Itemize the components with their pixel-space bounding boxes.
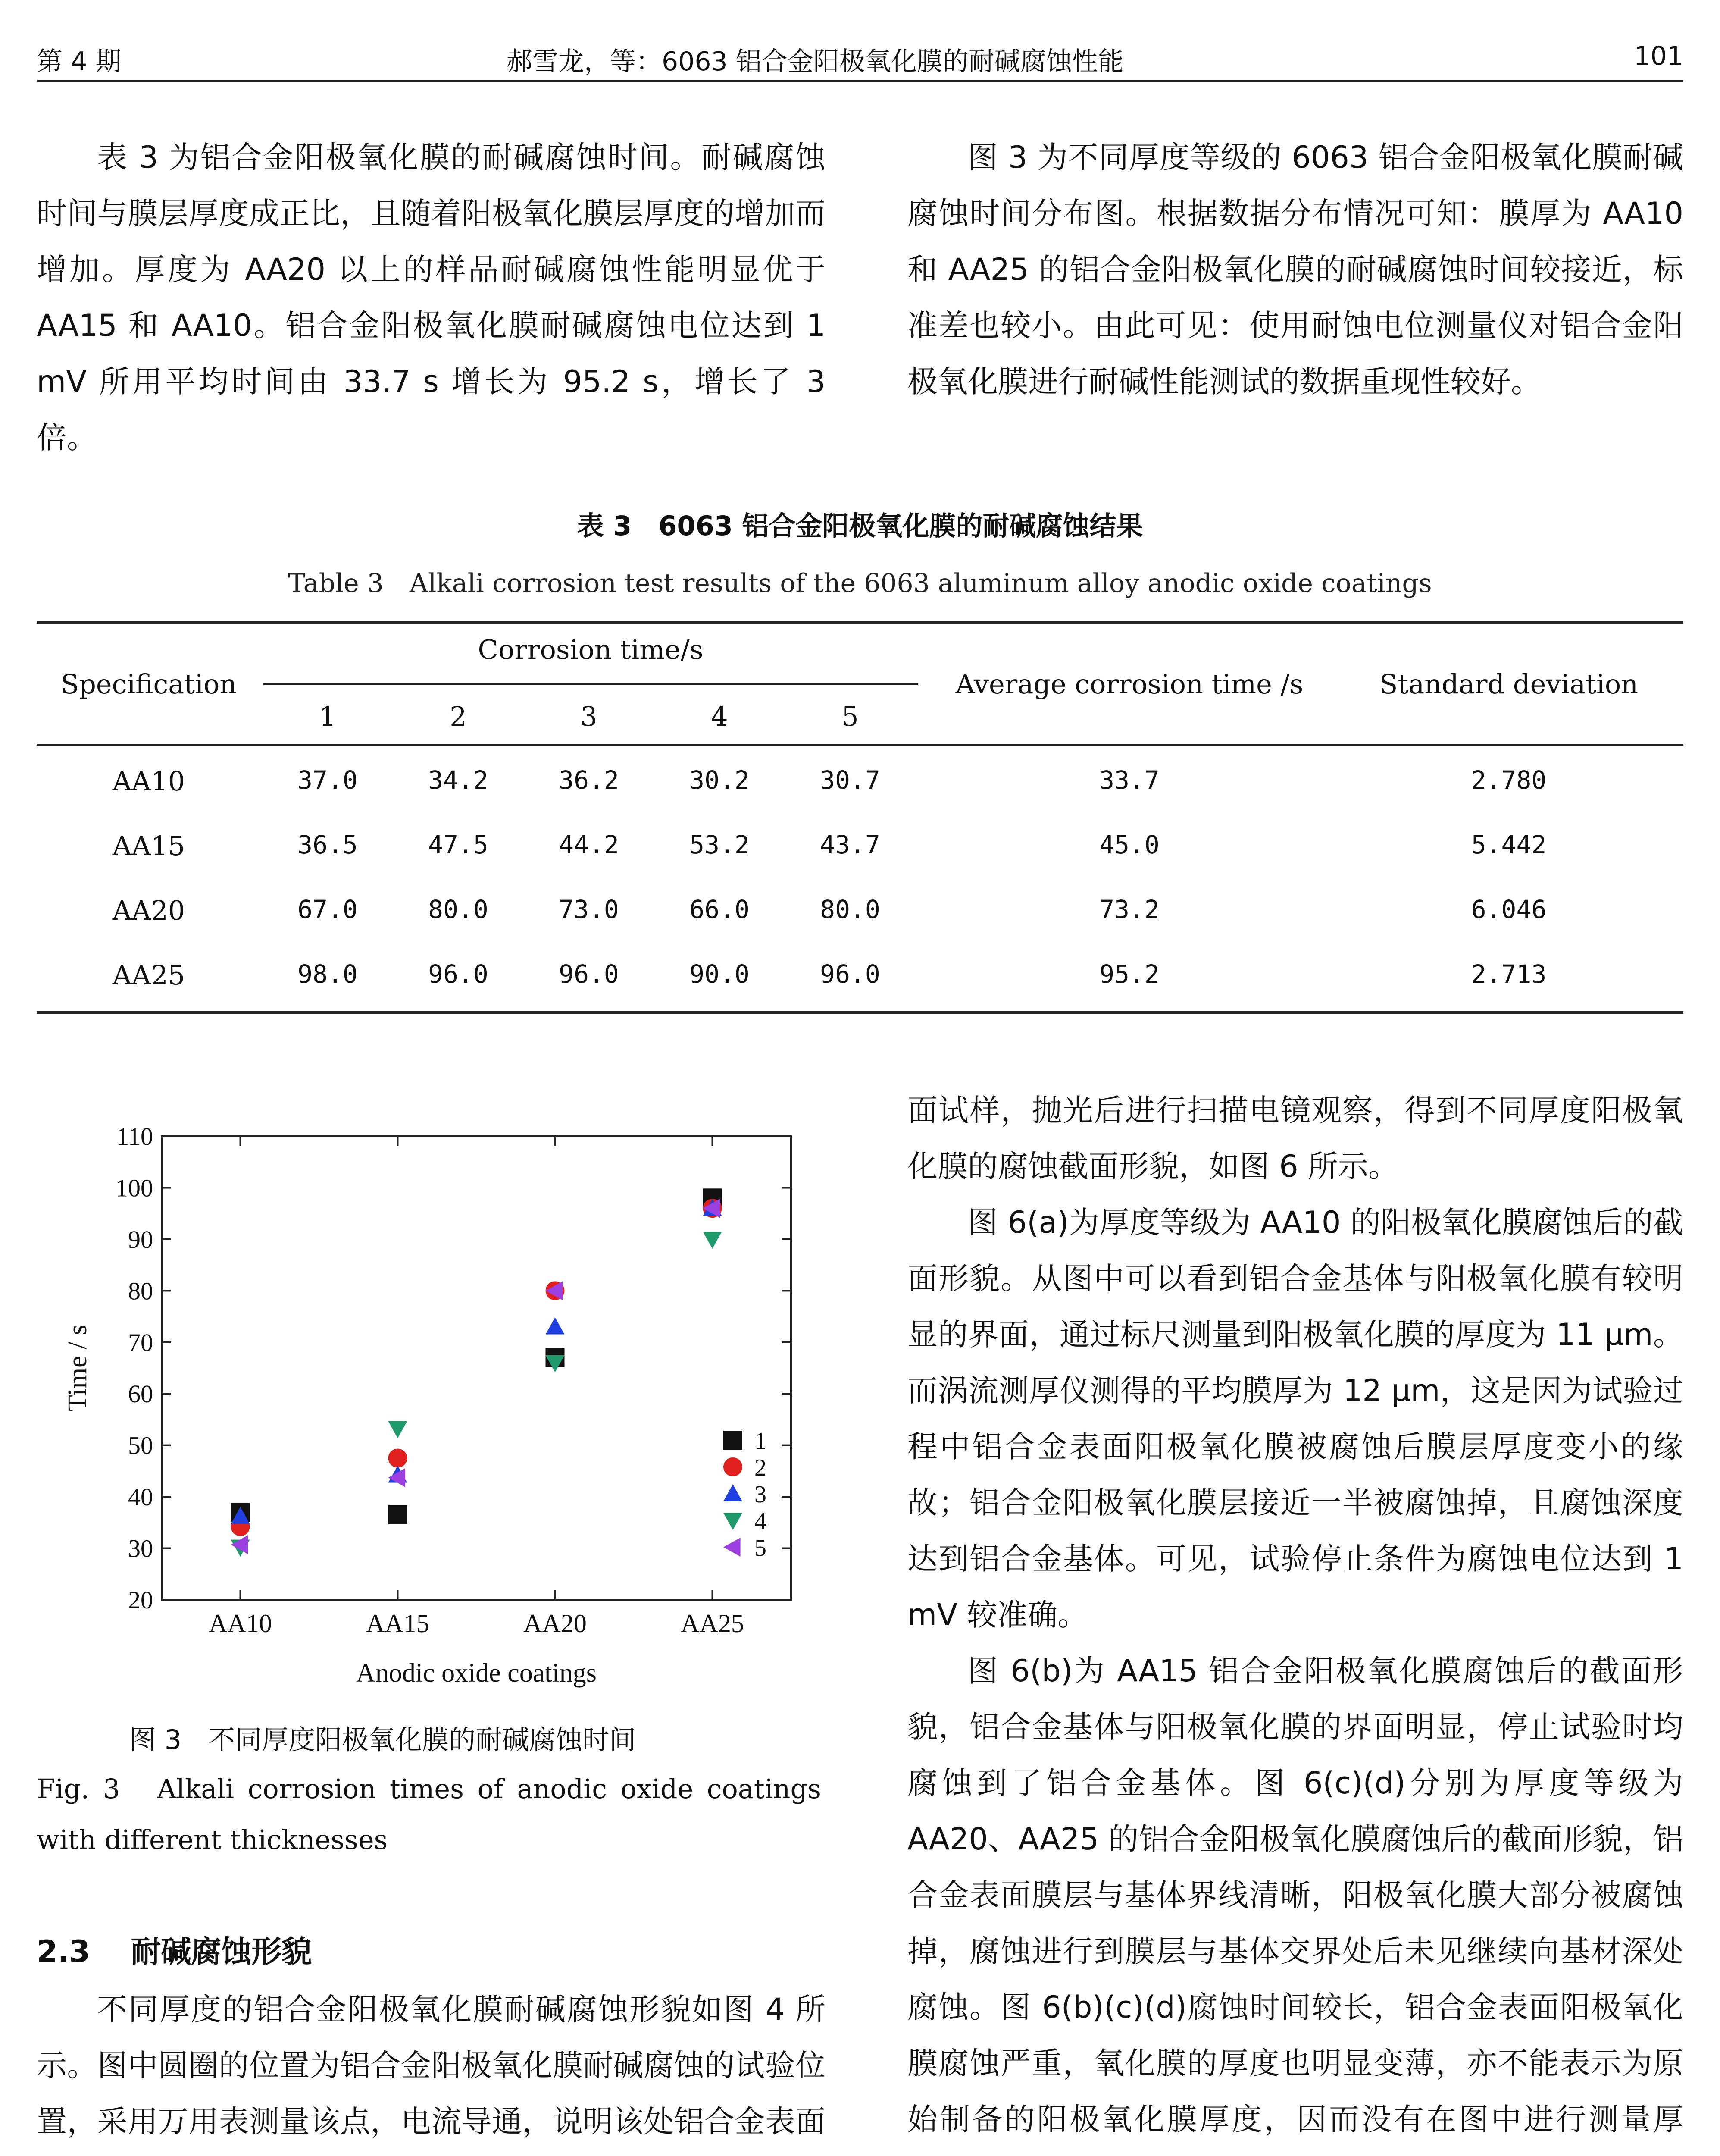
data-point-series-3	[546, 1317, 565, 1335]
data-point-series-1	[388, 1505, 407, 1524]
y-tick-label: 30	[128, 1534, 153, 1563]
page-number: 101	[1634, 41, 1683, 71]
y-tick-label: 80	[128, 1277, 153, 1305]
x-tick-label: AA10	[209, 1609, 272, 1638]
y-tick-label: 70	[128, 1328, 153, 1357]
col-header-trial: 5	[841, 701, 859, 732]
col-header-trial: 1	[319, 701, 336, 732]
body-paragraph: 图 6(a)为厚度等级为 AA10 的阳极氧化膜腐蚀后的截面形貌。从图中可以看到铝合金基体与阳极氧化膜有较明显的界面，通过标尺测量到阳极氧化膜的厚度为 11 μm。而涡流测厚仪测得的平均膜厚为 12 μm，这是因为试验过程中铝合金表面阳极氧化膜被腐蚀后膜层厚度变小的缘故；铝合金阳极氧化膜层接近一半被腐蚀掉，且腐蚀深度达到铝合金基体。可见，试验停止条件为腐蚀电位达到 1 mV 较准确。	[907, 1205, 1683, 1633]
y-axis-label: Time / s	[63, 1324, 92, 1412]
y-tick-label: 110	[116, 1122, 153, 1150]
legend-label: 2	[754, 1454, 766, 1481]
y-tick-label: 20	[128, 1586, 153, 1614]
x-tick-label: AA20	[523, 1609, 587, 1638]
col-header-trial: 4	[711, 701, 728, 732]
table-cell: 43.7	[820, 830, 880, 859]
figure-caption-en: Fig. 3 Alkali corrosion times of anodic oxide coatings with different thicknesses	[37, 1773, 821, 1855]
legend-label: 5	[754, 1535, 766, 1561]
table-header-rule	[37, 744, 1683, 746]
table-cell: 80.0	[428, 895, 488, 924]
table-cell: 96.0	[820, 959, 880, 989]
right-top-column	[907, 129, 1683, 410]
x-axis-label: Anodic oxide coatings	[356, 1658, 597, 1688]
x-tick-label: AA15	[366, 1609, 429, 1638]
table-cell: 30.7	[820, 765, 880, 795]
table-cell-average: 33.7	[1099, 765, 1160, 795]
col-header-trial: 2	[450, 701, 467, 732]
body-paragraph: 不同厚度的铝合金阳极氧化膜耐碱腐蚀形貌如图 4 所示。图中圆圈的位置为铝合金阳极氧化膜耐碱腐蚀的试验位置，采用万用表测量该点，电流导通，说明该处铝合金表面	[37, 1992, 826, 2139]
table-cell: 80.0	[820, 895, 880, 924]
section-number: 2.3	[37, 1934, 91, 1969]
table-row-spec: AA15	[112, 830, 185, 862]
col-header-trial: 3	[580, 701, 597, 732]
y-tick-label: 40	[128, 1483, 153, 1511]
x-tick-label: AA25	[681, 1609, 744, 1638]
table-cell-sd: 6.046	[1471, 895, 1547, 924]
body-paragraph: 图 6(b)为 AA15 铝合金阳极氧化膜腐蚀后的截面形貌，铝合金基体与阳极氧化膜的界面明显，停止试验时均腐蚀到了铝合金基体。图 6(c)(d)分别为厚度等级为 AA20、AA25 的铝合金阳极氧化膜腐蚀后的截面形貌，铝合金表面膜层与基体界线清晰，阳极氧化膜大部分被腐蚀掉，腐蚀进行到膜层与基体交界处后未见继续向基材深处腐蚀。图 6(b)(c)(d)腐蚀时间较长，铝合金表面阳极氧化膜腐蚀严重，氧化膜的厚度也明显变薄，亦不能表示为原始制备的阳极氧化膜厚度，因而没有在图中进行测量厚	[907, 1653, 1683, 2137]
table-cell-average: 95.2	[1099, 959, 1160, 989]
running-header	[37, 41, 1683, 82]
table-cell: 96.0	[559, 959, 619, 989]
left-bottom-column	[37, 1981, 826, 2156]
table-cell: 30.2	[689, 765, 750, 795]
table-cell-sd: 2.780	[1471, 765, 1547, 795]
y-tick-label: 50	[128, 1431, 153, 1460]
table-cell: 34.2	[428, 765, 488, 795]
table-cell-sd: 5.442	[1471, 830, 1547, 859]
issue-number: 第 4 期	[37, 47, 122, 77]
table-cell: 53.2	[689, 830, 750, 859]
body-paragraph: 图 3 为不同厚度等级的 6063 铝合金阳极氧化膜耐碱腐蚀时间分布图。根据数据分布情况可知：膜厚为 AA10 和 AA25 的铝合金阳极氧化膜的耐碱腐蚀时间较接近，标准差也较小。由此可见：使用耐蚀电位测量仪对铝合金阳极氧化膜进行耐碱性能测试的数据重现性较好。	[907, 140, 1683, 399]
col-header-sd: Standard deviation	[1379, 668, 1639, 700]
table-cell-sd: 2.713	[1471, 959, 1547, 989]
table-top-rule	[37, 621, 1683, 624]
y-tick-label: 100	[116, 1174, 153, 1202]
table-row-spec: AA25	[112, 959, 185, 991]
table-cell: 73.0	[559, 895, 619, 924]
table-cell-average: 45.0	[1099, 830, 1160, 859]
corrosion-time-chart	[37, 1112, 826, 1708]
table-cell: 66.0	[689, 895, 750, 924]
table-cell-average: 73.2	[1099, 895, 1160, 924]
legend-label: 1	[754, 1428, 766, 1454]
table-caption-cn: 表 3 6063 铝合金阳极氧化膜的耐碱腐蚀结果	[577, 510, 1143, 542]
table-cell: 36.5	[297, 830, 358, 859]
data-point-series-4	[388, 1421, 407, 1438]
section-heading	[37, 1927, 312, 1971]
body-paragraph: 面试样，抛光后进行扫描电镜观察，得到不同厚度阳极氧化膜的腐蚀截面形貌，如图 6 所示。	[907, 1093, 1683, 1184]
table-row-spec: AA20	[112, 895, 185, 926]
col-header-average: Average corrosion time /s	[955, 668, 1304, 700]
left-top-column	[37, 129, 826, 466]
table-caption-en: Table 3 Alkali corrosion test results of the 6063 aluminum alloy anodic oxide coatings	[288, 568, 1432, 599]
table-cell: 37.0	[297, 765, 358, 795]
legend-marker-4	[723, 1513, 742, 1530]
figure-caption-cn: 图 3 不同厚度阳极氧化膜的耐碱腐蚀时间	[129, 1724, 636, 1755]
legend-marker-2	[723, 1457, 742, 1476]
data-point-series-2	[388, 1449, 407, 1468]
table-cell: 44.2	[559, 830, 619, 859]
table-bottom-rule	[37, 1011, 1683, 1014]
running-title: 郝雪龙，等：6063 铝合金阳极氧化膜的耐碱腐蚀性能	[507, 47, 1124, 77]
legend-marker-1	[723, 1431, 742, 1450]
y-tick-label: 60	[128, 1380, 153, 1408]
col-header-group: Corrosion time/s	[478, 634, 704, 665]
table-cell: 67.0	[297, 895, 358, 924]
table-cell: 36.2	[559, 765, 619, 795]
table-group-rule	[263, 683, 918, 685]
legend-marker-3	[723, 1484, 742, 1501]
table-row-spec: AA10	[112, 765, 185, 797]
legend-label: 4	[754, 1508, 766, 1535]
table-cell: 98.0	[297, 959, 358, 989]
table-cell: 96.0	[428, 959, 488, 989]
body-paragraph: 表 3 为铝合金阳极氧化膜的耐碱腐蚀时间。耐碱腐蚀时间与膜层厚度成正比，且随着阳极氧化膜层厚度的增加而增加。厚度为 AA20 以上的样品耐碱腐蚀性能明显优于 AA15 和 AA10。铝合金阳极氧化膜耐碱腐蚀电位达到 1 mV 所用平均时间由 33.7 s 增长为 95.2 s，增长了 3 倍。	[37, 140, 826, 455]
table-cell: 90.0	[689, 959, 750, 989]
col-header-spec: Specification	[60, 668, 237, 700]
legend-marker-5	[723, 1538, 741, 1557]
y-tick-label: 90	[128, 1225, 153, 1253]
section-title: 耐碱腐蚀形貌	[131, 1934, 312, 1969]
right-bottom-column	[907, 1082, 1683, 2156]
data-point-series-4	[703, 1232, 722, 1249]
legend-label: 3	[754, 1481, 766, 1508]
plot-frame	[162, 1136, 791, 1600]
table-cell: 47.5	[428, 830, 488, 859]
